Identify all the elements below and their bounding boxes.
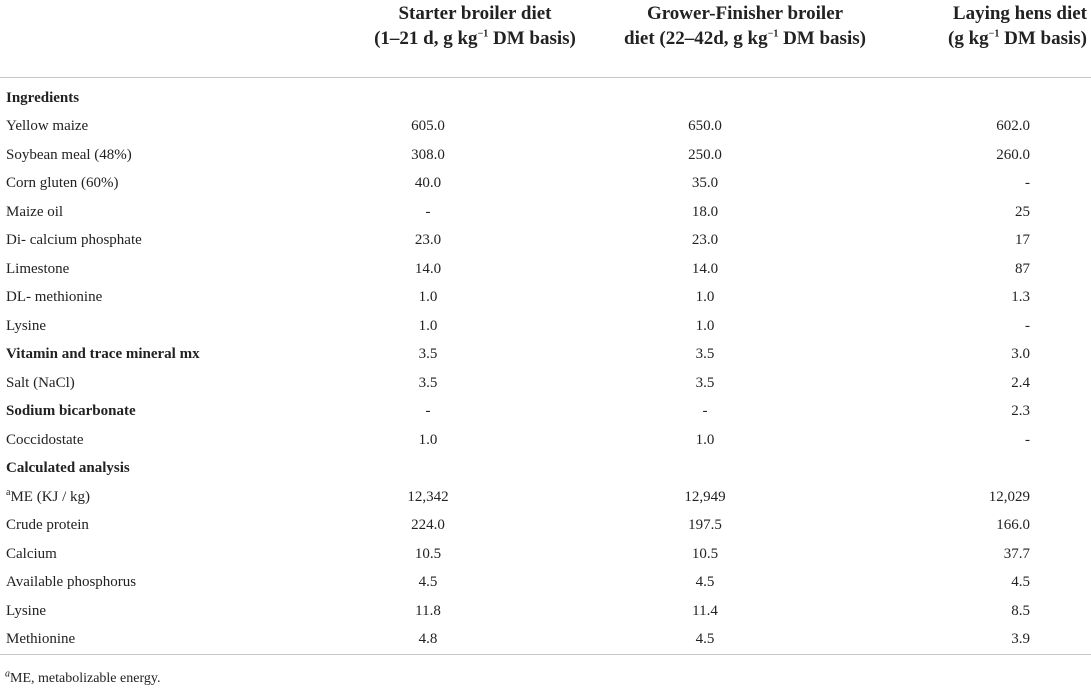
table-row bbox=[0, 312, 1091, 341]
cell-value: 40.0 bbox=[414, 175, 442, 192]
row-label bbox=[0, 255, 340, 284]
cell-value: 3.5 bbox=[418, 374, 438, 391]
row-label-text: Available phosphorus bbox=[6, 574, 137, 591]
cell-value: 25 bbox=[1015, 203, 1030, 220]
cell-value: 10.5 bbox=[414, 545, 442, 562]
table-row bbox=[0, 426, 1091, 455]
table-row bbox=[0, 341, 1091, 370]
row-label-text: Coccidostate bbox=[6, 431, 84, 448]
cell-value bbox=[880, 455, 1091, 484]
row-label bbox=[0, 284, 340, 313]
cell-value: 197.5 bbox=[688, 517, 722, 534]
cell-value: 2.3 bbox=[1011, 403, 1030, 420]
cell-value: - bbox=[425, 403, 431, 420]
row-label bbox=[0, 540, 340, 569]
header-laying-basis: DM basis) bbox=[999, 28, 1087, 49]
header-laying-line1: Laying hens diet bbox=[952, 3, 1087, 24]
row-label bbox=[0, 341, 340, 370]
row-label-text: ME (KJ / kg) bbox=[10, 488, 91, 505]
table-row bbox=[0, 398, 1091, 427]
header-grower-finisher bbox=[610, 0, 880, 78]
row-label-text: Calculated analysis bbox=[6, 460, 130, 477]
table-body bbox=[0, 78, 1091, 655]
cell-value: 11.4 bbox=[692, 602, 718, 619]
header-grower-line1: Grower-Finisher broiler bbox=[646, 3, 844, 24]
footnote-marker: a bbox=[5, 668, 10, 680]
header-grower-basis: DM basis) bbox=[778, 28, 866, 49]
cell-value: 1.0 bbox=[695, 289, 715, 306]
row-label bbox=[0, 455, 340, 484]
cell-value: 308.0 bbox=[411, 146, 445, 163]
cell-value: 35.0 bbox=[691, 175, 719, 192]
table-row bbox=[0, 84, 1091, 113]
footnote-text: ME, metabolizable energy. bbox=[10, 671, 161, 686]
cell-value: 23.0 bbox=[691, 232, 719, 249]
row-label-text: Methionine bbox=[6, 631, 76, 648]
row-label bbox=[0, 626, 340, 655]
cell-value: 4.5 bbox=[418, 574, 438, 591]
cell-value: 12,029 bbox=[988, 488, 1030, 505]
table-row bbox=[0, 540, 1091, 569]
header-starter-line1: Starter broiler diet bbox=[398, 3, 552, 24]
cell-value: 14.0 bbox=[414, 260, 442, 277]
table-footnote bbox=[5, 668, 161, 687]
row-label-text: Lysine bbox=[6, 602, 46, 619]
header-laying-exponent: −1 bbox=[988, 28, 1000, 40]
cell-value: 14.0 bbox=[691, 260, 719, 277]
row-label bbox=[0, 569, 340, 598]
cell-value: 4.5 bbox=[695, 631, 715, 648]
row-label bbox=[0, 84, 340, 113]
cell-value: - bbox=[1025, 175, 1030, 192]
cell-value: 10.5 bbox=[691, 545, 719, 562]
header-grower-line2 bbox=[610, 26, 880, 51]
cell-value: 17 bbox=[1015, 232, 1030, 249]
row-label-text: Ingredients bbox=[6, 89, 80, 106]
table-row bbox=[0, 227, 1091, 256]
header-laying-line2 bbox=[880, 26, 1087, 51]
header-blank bbox=[0, 0, 340, 78]
row-label bbox=[0, 227, 340, 256]
row-label-text: Salt (NaCl) bbox=[6, 374, 75, 391]
row-label-text: Vitamin and trace mineral mx bbox=[6, 346, 200, 363]
cell-value: 3.5 bbox=[418, 346, 438, 363]
cell-value: 3.9 bbox=[1011, 631, 1030, 648]
cell-value: 2.4 bbox=[1011, 374, 1030, 391]
row-label-text: Limestone bbox=[6, 260, 70, 277]
cell-value bbox=[340, 84, 610, 113]
cell-value: - bbox=[425, 203, 431, 220]
cell-value: 3.0 bbox=[1011, 346, 1030, 363]
table-row bbox=[0, 483, 1091, 512]
row-label bbox=[0, 512, 340, 541]
cell-value: 23.0 bbox=[414, 232, 442, 249]
row-label bbox=[0, 312, 340, 341]
table-row bbox=[0, 569, 1091, 598]
cell-value: - bbox=[702, 403, 708, 420]
table-row bbox=[0, 170, 1091, 199]
header-laying-unit: (g kg bbox=[948, 28, 989, 49]
row-label-text: Maize oil bbox=[6, 203, 64, 220]
table-row bbox=[0, 255, 1091, 284]
cell-value: 87 bbox=[1015, 260, 1030, 277]
cell-value: 3.5 bbox=[695, 346, 715, 363]
table-row bbox=[0, 597, 1091, 626]
cell-value: 1.0 bbox=[695, 431, 715, 448]
table-row bbox=[0, 512, 1091, 541]
table-row bbox=[0, 113, 1091, 142]
table-header-row bbox=[0, 0, 1091, 78]
row-label bbox=[0, 597, 340, 626]
cell-value: 1.0 bbox=[418, 317, 438, 334]
cell-value bbox=[610, 84, 880, 113]
cell-value bbox=[610, 455, 880, 484]
cell-value: 224.0 bbox=[411, 517, 445, 534]
header-grower-exponent: −1 bbox=[767, 28, 779, 40]
cell-value: 166.0 bbox=[996, 517, 1030, 534]
cell-value: 12,342 bbox=[407, 488, 449, 505]
cell-value bbox=[880, 84, 1091, 113]
cell-value: - bbox=[1025, 317, 1030, 334]
cell-value: 12,949 bbox=[684, 488, 726, 505]
row-label-text: DL- methionine bbox=[6, 289, 103, 306]
row-label bbox=[0, 369, 340, 398]
table-row bbox=[0, 626, 1091, 655]
cell-value: 11.8 bbox=[415, 602, 441, 619]
row-label-text: Lysine bbox=[6, 317, 46, 334]
cell-value: 18.0 bbox=[691, 203, 719, 220]
cell-value: 1.0 bbox=[695, 317, 715, 334]
row-label-text: Crude protein bbox=[6, 517, 89, 534]
header-starter-basis: DM basis) bbox=[488, 28, 576, 49]
cell-value: 4.5 bbox=[695, 574, 715, 591]
header-starter-unit: (1–21 d, g kg bbox=[374, 28, 478, 49]
row-label bbox=[0, 398, 340, 427]
cell-value: 8.5 bbox=[1011, 602, 1030, 619]
cell-value: 605.0 bbox=[411, 118, 445, 135]
cell-value bbox=[340, 455, 610, 484]
table-row bbox=[0, 455, 1091, 484]
row-label-text: Sodium bicarbonate bbox=[6, 403, 136, 420]
header-starter-line2 bbox=[340, 26, 610, 51]
cell-value: 650.0 bbox=[688, 118, 722, 135]
row-label bbox=[0, 170, 340, 199]
row-label-text: Soybean meal (48%) bbox=[6, 146, 132, 163]
cell-value: 4.8 bbox=[418, 631, 438, 648]
cell-value: 1.0 bbox=[418, 289, 438, 306]
cell-value: 1.0 bbox=[418, 431, 438, 448]
row-label bbox=[0, 426, 340, 455]
row-label bbox=[0, 483, 340, 512]
cell-value: 3.5 bbox=[695, 374, 715, 391]
header-laying-hens bbox=[880, 0, 1091, 78]
table-row bbox=[0, 284, 1091, 313]
cell-value: 4.5 bbox=[1011, 574, 1030, 591]
row-label-text: Di- calcium phosphate bbox=[6, 232, 142, 249]
row-label-text: Yellow maize bbox=[6, 118, 89, 135]
table-row bbox=[0, 369, 1091, 398]
table-row bbox=[0, 141, 1091, 170]
header-starter-exponent: −1 bbox=[477, 28, 489, 40]
cell-value: - bbox=[1025, 431, 1030, 448]
row-label-text: Corn gluten (60%) bbox=[6, 175, 119, 192]
row-label-footnote-marker: a bbox=[6, 486, 11, 498]
row-label bbox=[0, 113, 340, 142]
cell-value: 602.0 bbox=[996, 118, 1030, 135]
row-label bbox=[0, 198, 340, 227]
cell-value: 260.0 bbox=[996, 146, 1030, 163]
cell-value: 37.7 bbox=[1003, 545, 1030, 562]
row-label-text: Calcium bbox=[6, 545, 57, 562]
table-row bbox=[0, 198, 1091, 227]
row-label bbox=[0, 141, 340, 170]
cell-value: 250.0 bbox=[688, 146, 722, 163]
header-starter-broiler bbox=[340, 0, 610, 78]
header-grower-unit: diet (22–42d, g kg bbox=[624, 28, 768, 49]
cell-value: 1.3 bbox=[1011, 289, 1030, 306]
